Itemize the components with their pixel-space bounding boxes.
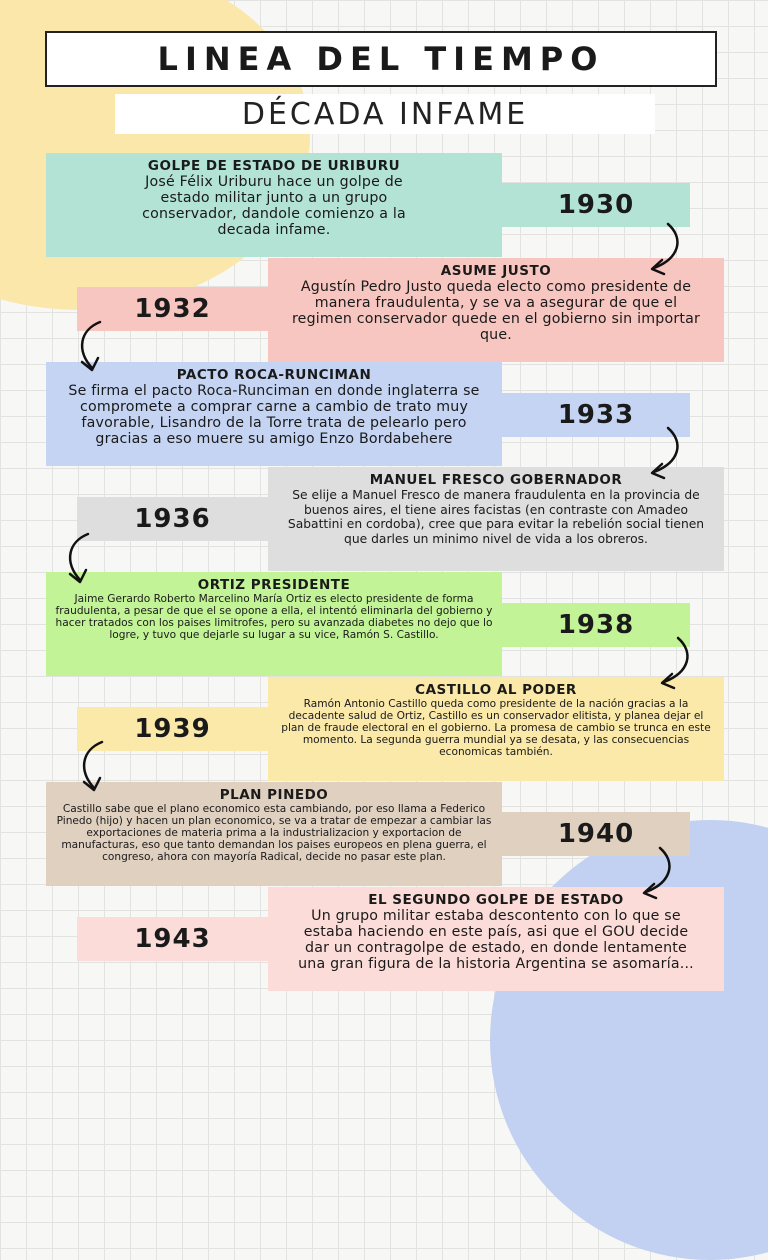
curved-arrow-icon bbox=[640, 426, 690, 482]
curved-arrow-icon bbox=[632, 846, 682, 902]
year-badge-1936: 1936 bbox=[77, 497, 268, 541]
curved-arrow-icon bbox=[650, 636, 700, 692]
event-text: Castillo sabe que el plano economico esta cambiando, por eso llama a Federico Pinedo (hijo) y hacen un plan economico, se va a tratar de empezar a cambiar las exportaciones de materia prima a la industrializacion y exportacion de manufacturas, eso que tanto demandan los paises europeos en plena guerra, el congreso, ahora con mayoría Radical, decide no pasar este plan. bbox=[56, 803, 492, 863]
curved-arrow-icon bbox=[58, 532, 108, 588]
title-box bbox=[45, 31, 717, 87]
year-badge-1938: 1938 bbox=[502, 603, 690, 647]
event-card-1943 bbox=[268, 887, 724, 991]
year-badge-1930: 1930 bbox=[502, 183, 690, 227]
event-card-1939 bbox=[268, 677, 724, 781]
page-title: LINEA DEL TIEMPO bbox=[157, 40, 605, 78]
event-text: Agustín Pedro Justo queda electo como presidente de manera fraudulenta, y se va a asegurar de que el regimen conservador quede en el gobierno sin importar que. bbox=[291, 279, 701, 343]
event-text: Jaime Gerardo Roberto Marcelino María Ortiz es electo presidente de forma fraudulenta, a pesar de que el se opone a ella, el intentó eliminarla del gobierno y hacer tratados con los paises limitrofes, pero su avanzada diabetes no dejo que lo logre, y tuvo que dejarle su lugar a su vice, Ramón S. Castillo. bbox=[55, 593, 493, 641]
event-card-1933 bbox=[46, 362, 502, 466]
event-title: CASTILLO AL PODER bbox=[415, 682, 577, 698]
event-card-1938 bbox=[46, 572, 502, 676]
event-text: Un grupo militar estaba descontento con lo que se estaba haciendo en este país, asi que el GOU decide dar un contragolpe de estado, en donde lentamente una gran figura de la historia Argentina se asomaría... bbox=[298, 908, 694, 972]
event-card-1936 bbox=[268, 467, 724, 571]
event-title: MANUEL FRESCO GOBERNADOR bbox=[369, 472, 623, 488]
event-text: Se elije a Manuel Fresco de manera fraudulenta en la provincia de buenos aires, el tiene aires facistas (en contraste con Amadeo Sabattini en cordoba), cree que para evitar la rebelión social tienen que darles un minimo nivel de vida a los obreros. bbox=[287, 488, 705, 546]
curved-arrow-icon bbox=[70, 320, 120, 376]
event-title: GOLPE DE ESTADO DE URIBURU bbox=[147, 158, 401, 174]
event-title: ORTIZ PRESIDENTE bbox=[197, 577, 351, 593]
decorative-blue-blob bbox=[490, 820, 768, 1260]
curved-arrow-icon bbox=[640, 222, 690, 278]
year-badge-1943: 1943 bbox=[77, 917, 268, 961]
event-title: PACTO ROCA-RUNCIMAN bbox=[176, 367, 372, 383]
event-text: José Félix Uriburu hace un golpe de estado militar junto a un grupo conservador, dandole comienzo a la decada infame. bbox=[142, 174, 406, 238]
year-badge-1939: 1939 bbox=[77, 707, 268, 751]
year-badge-1933: 1933 bbox=[502, 393, 690, 437]
event-text: Ramón Antonio Castillo queda como presidente de la nación gracias a la decadente salud de Ortiz, Castillo es un conservador elitista, y planea dejar el plan de fraude electoral en el gobierno. La promesa de cambio se trunca en este momento. La segunda guerra mundial ya se desata, y las consecuencias economicas también. bbox=[281, 698, 711, 758]
year-badge-1940: 1940 bbox=[502, 812, 690, 856]
event-title: PLAN PINEDO bbox=[219, 787, 329, 803]
page-subtitle: DÉCADA INFAME bbox=[241, 96, 529, 132]
subtitle-box bbox=[115, 94, 655, 134]
curved-arrow-icon bbox=[72, 740, 122, 796]
event-card-1940 bbox=[46, 782, 502, 886]
event-text: Se firma el pacto Roca-Runciman en donde inglaterra se compromete a comprar carne a cambio de trato muy favorable, Lisandro de la Torre trata de pelearlo pero gracias a eso muere su amigo Enzo Bordabehere bbox=[68, 383, 480, 447]
event-title: ASUME JUSTO bbox=[440, 263, 552, 279]
year-badge-1932: 1932 bbox=[77, 287, 268, 331]
event-card-1930 bbox=[46, 153, 502, 257]
event-title: EL SEGUNDO GOLPE DE ESTADO bbox=[368, 892, 624, 908]
